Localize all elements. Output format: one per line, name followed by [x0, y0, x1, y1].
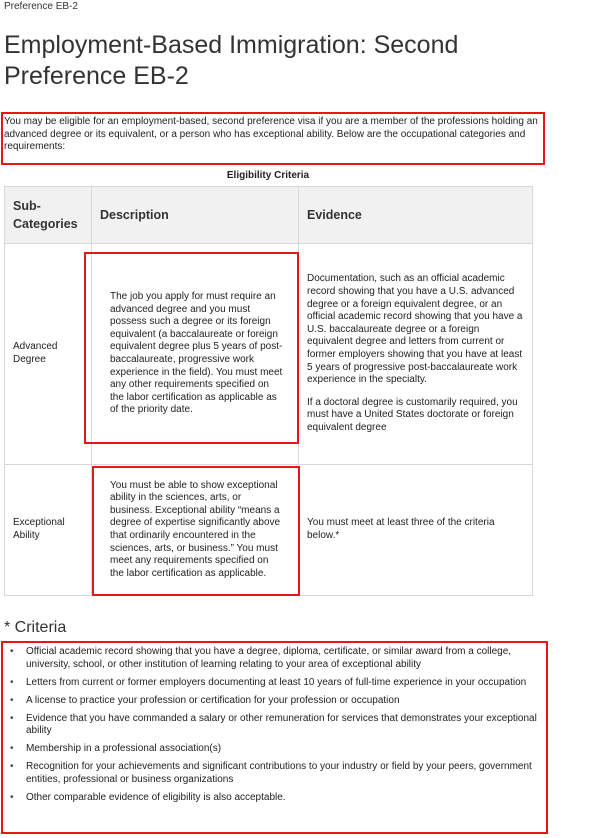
list-item: • Membership in a professional association(s) — [6, 743, 546, 756]
description-exceptional-ability: You must be able to show exceptional ability in the sciences, arts, or business. Exceptional ability “means a degree of expertise significantly above that ordinarily encountered in the sciences, arts, or business.” You must meet any requirements specified on the labor certification as applicable. — [110, 479, 281, 579]
table-row — [5, 244, 533, 465]
table-header-row — [5, 187, 533, 244]
list-item: • Other comparable evidence of eligibility is also acceptable. — [6, 792, 546, 805]
description-cell — [92, 244, 299, 465]
category-exceptional-ability: Exceptional Ability — [5, 465, 92, 596]
list-item: • Official academic record showing that you have a degree, diploma, certificate, or similar award from a college, university, school, or other institution of learning relating to your area of exceptional ability — [6, 646, 546, 671]
page-title: Employment-Based Immigration: Second Preference EB-2 — [4, 31, 459, 90]
intro-paragraph: You may be eligible for an employment-based, second preference visa if you are a member of the professions holding an advanced degree or its equivalent, or a person who has exceptional ability. Below are the occupational categories and requirements: — [4, 116, 538, 152]
header-sub-categories: Sub-Categories — [5, 187, 92, 244]
description-advanced-degree: The job you apply for must require an advanced degree and you must possess such a degree or its foreign equivalent (a baccalaureate or foreign equivalent degree plus 5 years of post-baccalaureate, progressive work experience in the field). You must meet any other requirements specified on the labor certification as applicable as of the priority date. — [110, 291, 283, 416]
eligibility-table — [4, 186, 533, 596]
list-item: • Letters from current or former employers documenting at least 10 years of full-time experience in your occupation — [6, 677, 546, 690]
header-description: Description — [92, 187, 299, 244]
header-evidence: Evidence — [299, 187, 533, 244]
evidence-cell — [299, 244, 533, 465]
list-item: • Evidence that you have commanded a salary or other remuneration for services that demonstrates your exceptional ability — [6, 713, 546, 738]
list-item: • Recognition for your achievements and significant contributions to your industry or field by your peers, government entities, professional or business organizations — [6, 761, 546, 786]
list-item: • A license to practice your profession or certification for your profession or occupation — [6, 695, 546, 708]
evidence-advanced-degree-2: If a doctoral degree is customarily required, you must have a United States doctorate or foreign equivalent degree — [307, 396, 518, 433]
table-caption: Eligibility Criteria — [226, 170, 310, 181]
evidence-exceptional-ability: You must meet at least three of the criteria below.* — [307, 517, 495, 541]
evidence-advanced-degree-1: Documentation, such as an official academic record showing that you have a U.S. advanced degree or a foreign equivalent degree, or an official academic record showing that you have a U.S. baccalaureate degree or a foreign equivalent degree and letters from current or former employers showing that you have at least 5 years of progressive post-baccalaureate work experience in the specialty. — [307, 273, 523, 386]
criteria-list — [6, 646, 546, 810]
category-advanced-degree: Advanced Degree — [5, 244, 92, 465]
criteria-heading: * Criteria — [4, 619, 67, 636]
table-row — [5, 465, 533, 596]
description-cell — [92, 465, 299, 596]
breadcrumb[interactable]: Preference EB-2 — [4, 1, 78, 12]
evidence-cell — [299, 465, 533, 596]
